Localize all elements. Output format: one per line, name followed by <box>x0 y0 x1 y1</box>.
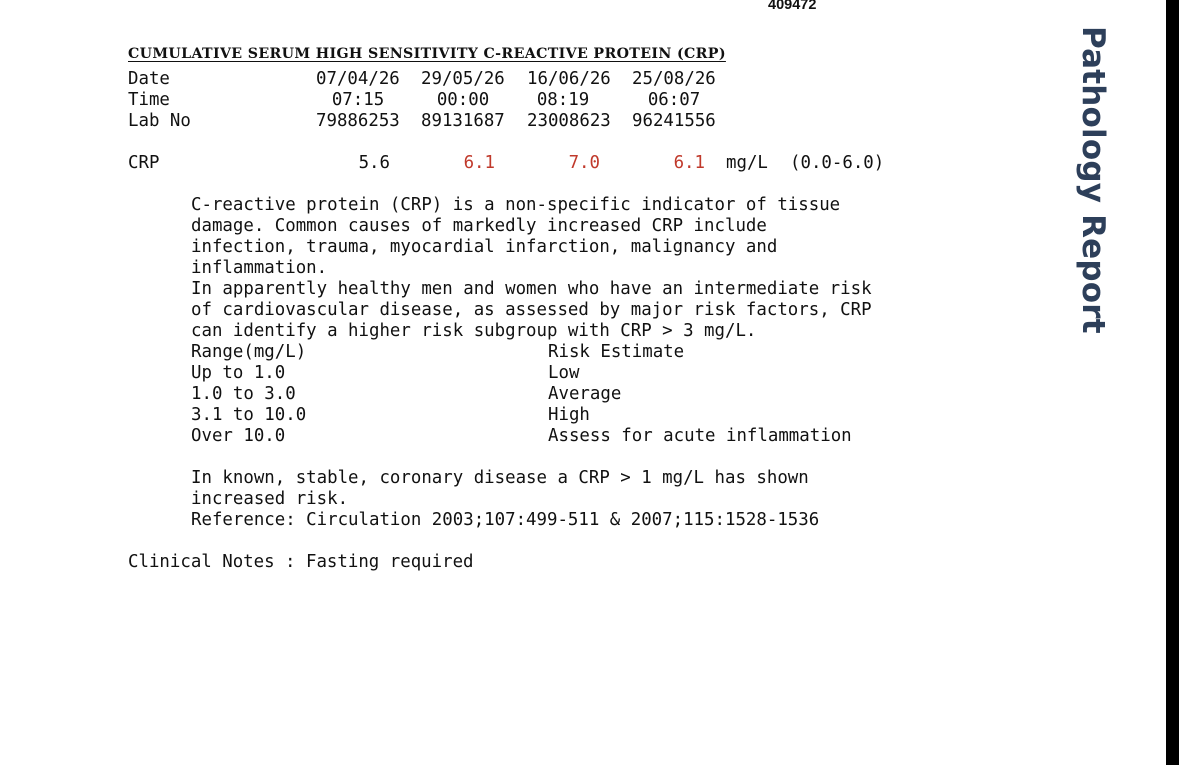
crp-reference-range: (0.0-6.0) <box>790 153 885 173</box>
date-cell: 25/08/26 <box>632 69 716 89</box>
interpretation-line: increased risk. <box>191 489 349 509</box>
lab-no-cell: 96241556 <box>632 111 716 131</box>
risk-range-header: Range(mg/L) <box>191 342 307 362</box>
interpretation-line: can identify a higher risk subgroup with CRP > 3 mg/L. <box>191 321 757 341</box>
report-heading: CUMULATIVE SERUM HIGH SENSITIVITY C-REACTIVE PROTEIN (CRP) <box>128 46 726 62</box>
lab-no-cell: 89131687 <box>421 111 505 131</box>
crp-value: 7.0 <box>568 153 600 173</box>
date-cell: 29/05/26 <box>421 69 505 89</box>
risk-range-cell: 1.0 to 3.0 <box>191 384 296 404</box>
crp-value: 5.6 <box>358 153 390 173</box>
interpretation-line: infection, trauma, myocardial infarction, malignancy and <box>191 237 778 257</box>
risk-estimate-cell: High <box>548 405 590 425</box>
interpretation-line: damage. Common causes of markedly increased CRP include <box>191 216 767 236</box>
risk-estimate-cell: Assess for acute inflammation <box>548 426 852 446</box>
interpretation-line: inflammation. <box>191 258 328 278</box>
time-label: Time <box>128 90 170 110</box>
reference-citation: Reference: Circulation 2003;107:499-511 & 2007;115:1528-1536 <box>191 510 820 530</box>
time-cell: 07:15 <box>331 90 385 110</box>
page-id: 409472 <box>768 0 817 13</box>
interpretation-line: In apparently healthy men and women who have an intermediate risk <box>191 279 872 299</box>
risk-range-cell: Over 10.0 <box>191 426 286 446</box>
risk-estimate-header: Risk Estimate <box>548 342 685 362</box>
interpretation-line: In known, stable, coronary disease a CRP > 1 mg/L has shown <box>191 468 809 488</box>
date-cell: 16/06/26 <box>527 69 611 89</box>
lab-no-label: Lab No <box>128 111 191 131</box>
risk-range-cell: 3.1 to 10.0 <box>191 405 307 425</box>
interpretation-line: of cardiovascular disease, as assessed by major risk factors, CRP <box>191 300 872 320</box>
date-cell: 07/04/26 <box>316 69 400 89</box>
risk-estimate-cell: Average <box>548 384 622 404</box>
lab-no-cell: 79886253 <box>316 111 400 131</box>
time-cell: 06:07 <box>647 90 701 110</box>
crp-value: 6.1 <box>463 153 495 173</box>
interpretation-line: C-reactive protein (CRP) is a non-specific indicator of tissue <box>191 195 841 215</box>
crp-value: 6.1 <box>673 153 705 173</box>
time-cell: 08:19 <box>536 90 590 110</box>
crp-label: CRP <box>128 153 160 173</box>
time-cell: 00:00 <box>436 90 490 110</box>
lab-no-cell: 23008623 <box>527 111 611 131</box>
side-title: Pathology Report <box>1075 26 1111 334</box>
risk-range-cell: Up to 1.0 <box>191 363 286 383</box>
crp-units: mg/L <box>726 153 768 173</box>
date-label: Date <box>128 69 170 89</box>
risk-estimate-cell: Low <box>548 363 580 383</box>
clinical-notes: Clinical Notes : Fasting required <box>128 552 474 572</box>
